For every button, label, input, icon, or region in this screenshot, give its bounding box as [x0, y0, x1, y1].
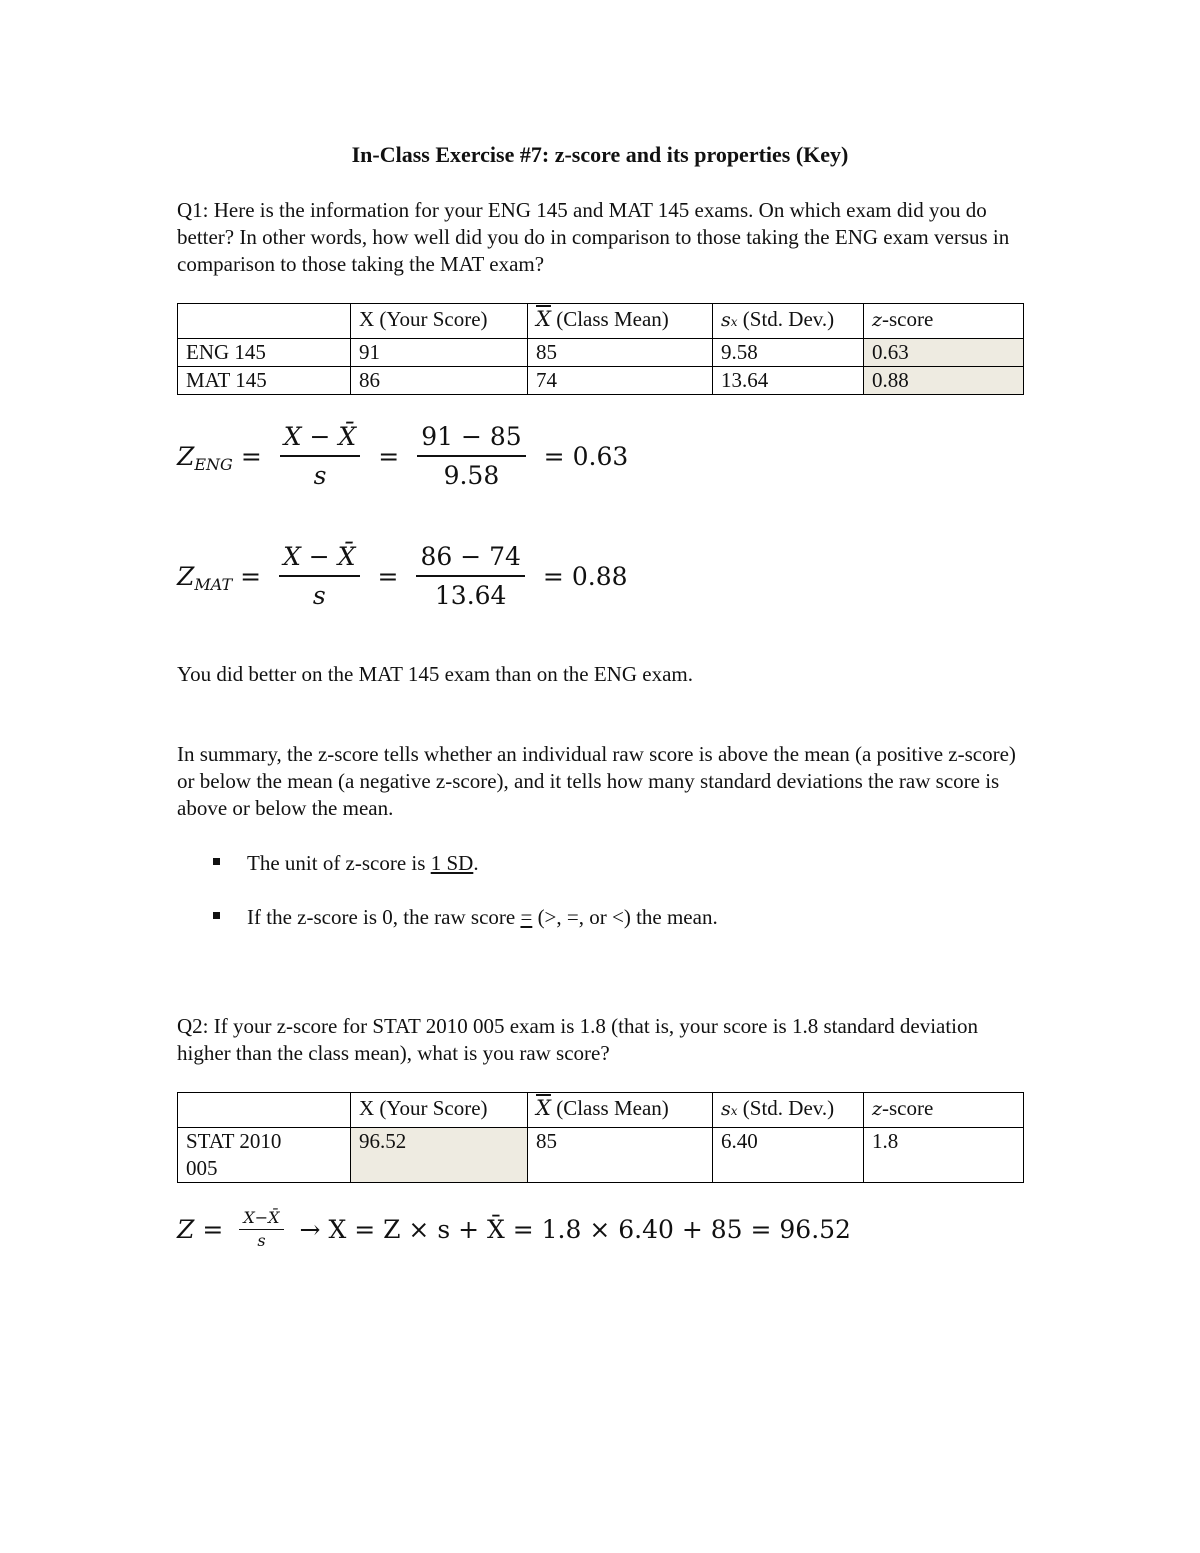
bullet-text-end: (>, =, or <) the mean. [532, 905, 718, 929]
cell-z-score: 1.8 [864, 1128, 1024, 1183]
cell-z-score: 0.63 [864, 339, 1024, 367]
question-1-text: Q1: Here is the information for your ENG 145 and MAT 145 exams. On which exam did you do better? In other words, how well did you do in comparison to those taking the ENG exam versus in comparison to those taking the MAT exam? [177, 198, 1010, 276]
eq-equals: = [240, 561, 262, 591]
eq-fraction-symbolic [280, 422, 360, 490]
bullet-answer: = [520, 905, 533, 929]
bullet-text: The unit of z-score is [247, 851, 431, 875]
eq-denominator: s [312, 581, 326, 610]
eq-result: 0.88 [571, 561, 628, 591]
summary-text: In summary, the z-score tells whether an individual raw score is above the mean (a positive z-score) or below the mean (a negative z-score), and it tells how many standard deviations the raw score is above or below the mean. [177, 742, 1016, 820]
eq-denominator: 13.64 [434, 581, 507, 610]
eq-denominator: s [257, 1231, 266, 1250]
eq-fraction-symbolic [239, 1208, 283, 1250]
cell-class-mean: 74 [528, 367, 713, 395]
table-header-row [178, 304, 1024, 339]
list-item [177, 899, 718, 953]
properties-list [177, 845, 718, 953]
table-header-row [178, 1093, 1024, 1128]
eq-solution: X = Z × s + X̄ = 1.8 × 6.40 + 85 = 96.52 [328, 1214, 851, 1244]
bullet-text-end: . [473, 851, 479, 875]
header-class-mean: $\overline{X}$ (Class Mean) [528, 304, 713, 339]
header-your-score: X (Your Score) [351, 304, 528, 339]
raw-score-table [177, 1092, 1024, 1183]
table-row-mat [178, 367, 1024, 395]
cell-std-dev: 13.64 [713, 367, 864, 395]
eq-numerator: X − X̄ [280, 422, 360, 457]
eq-numerator: 86 − 74 [416, 542, 524, 577]
eq-z-symbol: Z [177, 561, 195, 591]
cell-std-dev: 6.40 [713, 1128, 864, 1183]
conclusion-text: You did better on the MAT 145 exam than on the ENG exam. [177, 662, 693, 686]
header-class-mean: $\overline{X}$ (Class Mean) [528, 1093, 713, 1128]
cell-class-mean: 85 [528, 1128, 713, 1183]
bullet-square-icon [213, 912, 220, 919]
exam-comparison-table [177, 303, 1024, 395]
table-row-eng [178, 339, 1024, 367]
header-empty-cell [178, 1093, 351, 1128]
list-item [177, 845, 718, 899]
eq-equals: = [542, 561, 564, 591]
eq-fraction-symbolic [279, 542, 359, 610]
cell-your-score: 96.52 [351, 1128, 528, 1183]
eq-denominator: s [313, 461, 327, 490]
header-z-score: z-score [864, 304, 1024, 339]
page-title: In-Class Exercise #7: z-score and its properties (Key) [351, 142, 849, 167]
eq-z-subscript: ENG [194, 454, 233, 474]
cell-z-score: 0.88 [864, 367, 1024, 395]
row-label: ENG 145 [178, 339, 351, 367]
bullet-square-icon [213, 858, 220, 865]
header-z-score: z-score [864, 1093, 1024, 1128]
bullet-answer: 1 SD [430, 851, 474, 875]
bullet-text: If the z-score is 0, the raw score [247, 905, 521, 929]
equation-raw-score [177, 1208, 851, 1250]
eq-numerator: 91 − 85 [417, 422, 525, 457]
eq-denominator: 9.58 [443, 461, 500, 490]
eq-result: 0.63 [572, 441, 629, 471]
arrow-right-icon: → [299, 1214, 321, 1244]
eq-equals: = [378, 441, 400, 471]
cell-std-dev: 9.58 [713, 339, 864, 367]
question-2-text: Q2: If your z-score for STAT 2010 005 exam is 1.8 (that is, your score is 1.8 standard deviation higher than the class mean), what is you raw score? [177, 1014, 979, 1065]
eq-fraction-numeric [416, 542, 524, 610]
eq-numerator: X−X̄ [239, 1208, 283, 1230]
header-std-dev: sx (Std. Dev.) [713, 304, 864, 339]
eq-z-symbol: Z [177, 441, 195, 471]
eq-equals: = [543, 441, 565, 471]
header-your-score: X (Your Score) [351, 1093, 528, 1128]
cell-your-score: 91 [351, 339, 528, 367]
equation-z-eng [177, 422, 628, 490]
row-label: STAT 2010 005 [178, 1128, 351, 1183]
cell-your-score: 86 [351, 367, 528, 395]
table-row-stat [178, 1128, 1024, 1183]
eq-equals: = [240, 441, 262, 471]
header-empty-cell [178, 304, 351, 339]
eq-z-subscript: MAT [194, 574, 233, 594]
eq-z-symbol: Z [177, 1214, 195, 1244]
equation-z-mat [177, 542, 628, 610]
eq-fraction-numeric [417, 422, 525, 490]
eq-numerator: X − X̄ [279, 542, 359, 577]
eq-equals: = [377, 561, 399, 591]
eq-equals: = [202, 1214, 224, 1244]
cell-class-mean: 85 [528, 339, 713, 367]
row-label: MAT 145 [178, 367, 351, 395]
header-std-dev: sx (Std. Dev.) [713, 1093, 864, 1128]
